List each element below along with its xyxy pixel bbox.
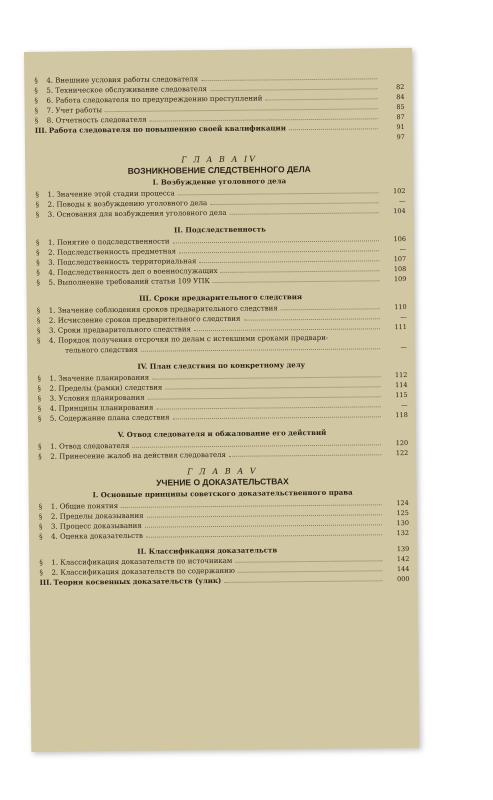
entry-title: Выполнение требований статьи 109 УПК: [57, 277, 210, 287]
section-mark: §: [35, 190, 40, 199]
entry-title: Внешние условия работы следователя: [55, 75, 199, 85]
entry-title: Значение соблюдения сроков предварительного следствия: [57, 304, 278, 315]
section-mark: §: [38, 522, 43, 531]
section-mark: §: [34, 86, 38, 95]
entry-title: Принципы планирования: [58, 403, 154, 413]
entry-number: 4.: [49, 404, 57, 413]
dot-leader: [146, 508, 381, 517]
section-mark: §: [36, 248, 40, 257]
entry-title: Общие понятия: [59, 502, 119, 511]
section-mark: §: [35, 210, 40, 219]
dot-leader: [132, 438, 381, 448]
section-mark: §: [36, 258, 40, 267]
entry-title: Содержание плана следствия: [58, 413, 170, 423]
dot-leader: [201, 72, 377, 81]
dot-leader: [165, 380, 380, 389]
section-mark: §: [34, 96, 39, 105]
entry-number: 7.: [46, 106, 54, 115]
entry-number: 4.: [46, 76, 54, 85]
entry-title: Работа следователя по предупреждению преступлений: [55, 94, 263, 105]
dot-leader: [152, 370, 380, 379]
section-mark: §: [37, 394, 42, 403]
section-mark: §: [37, 404, 42, 413]
dot-leader: [235, 554, 382, 563]
page-number: 107: [393, 255, 407, 264]
entry-title: Принесение жалоб на действия следователя: [59, 450, 226, 461]
dot-leader: [179, 244, 379, 253]
dot-leader: [224, 574, 382, 583]
page-number: 142: [396, 554, 410, 564]
entry-title: Теория косвенных доказательств (улик): [53, 575, 222, 587]
section-title: V. Отвод следователя и обжалование его действий: [117, 427, 327, 440]
entry-number: 6.: [46, 96, 54, 105]
dot-leader: [229, 206, 378, 215]
dot-leader: [146, 528, 382, 537]
dot-leader: [210, 82, 378, 91]
book-page: [24, 48, 419, 752]
section-mark: §: [35, 200, 40, 209]
entry-number: 2.: [48, 248, 55, 257]
section-mark: §: [39, 532, 43, 541]
section-title: II. Подследственность: [173, 224, 266, 235]
page-number: 115: [395, 391, 408, 400]
dot-leader: [150, 112, 378, 121]
page-number: 109: [393, 275, 407, 284]
chapter-label: Г Л А В А V: [187, 466, 258, 477]
page-number: —: [401, 401, 408, 410]
page-number: 102: [393, 187, 406, 196]
entry-title: Учет работы: [55, 106, 103, 115]
entry-title: Отчетность следователя: [55, 115, 147, 125]
entry-title: Подследственность территориальная: [57, 257, 197, 267]
section-title: I. Основные принципы советского доказательственного права: [92, 487, 353, 500]
entry-number: 5.: [49, 414, 57, 423]
page-number: 118: [395, 411, 408, 420]
page-number: 000: [397, 574, 410, 584]
page-number: 106: [393, 235, 407, 244]
entry-number: 2.: [48, 316, 56, 325]
entry-number: 1.: [48, 306, 56, 315]
page-number: —: [399, 245, 407, 254]
entry-number: 5.: [46, 86, 54, 95]
table-of-contents: [24, 72, 417, 588]
section-mark: §: [34, 106, 39, 115]
entry-title: Значение этой стадии процесса: [56, 189, 175, 199]
page-number: 87: [396, 113, 405, 122]
page-number: 122: [395, 448, 409, 458]
entry-title: Техническое обслуживание следователя: [55, 85, 207, 95]
chapter-label: Г Л А В А IV: [181, 154, 257, 165]
page-number: 108: [393, 265, 407, 274]
page-number: 130: [396, 518, 409, 528]
entry-number: 2.: [51, 568, 59, 577]
section-mark: §: [36, 336, 41, 345]
entry-number: 4.: [51, 532, 58, 541]
page-number: 82: [396, 83, 405, 92]
section-mark: §: [37, 414, 42, 423]
entry-number: 1.: [51, 558, 59, 567]
chapter-title: ВОЗНИКНОВЕНИЕ СЛЕДСТВЕННОГО ДЕЛА: [127, 164, 311, 176]
page-number: —: [400, 313, 407, 322]
entry-number: 3.: [49, 394, 57, 403]
section-mark: §: [36, 316, 41, 325]
entry-title: Пределы (рамки) следствия: [58, 383, 163, 393]
dot-leader: [238, 564, 383, 573]
page-number: —: [399, 197, 406, 206]
entry-title: Поводы к возбуждению уголовного дела: [56, 199, 208, 209]
section-title: I. Возбуждение уголовного дела: [152, 176, 287, 187]
section-mark: §: [38, 442, 42, 451]
dot-leader: [210, 196, 378, 205]
entry-number: 3.: [48, 258, 55, 267]
section-title: IV. План следствия по конкретному делу: [137, 360, 306, 371]
section-mark: §: [38, 512, 43, 521]
page-number: 125: [396, 508, 409, 518]
dot-leader: [289, 122, 378, 130]
dot-leader: [105, 102, 378, 112]
dot-leader: [156, 400, 380, 409]
page-number: 124: [396, 498, 409, 508]
entry-title: Классификация доказательств по источникам: [60, 556, 233, 567]
dot-leader: [265, 92, 377, 100]
roman-numeral: III.: [39, 577, 52, 587]
entry-title: Подследственность предметная: [56, 247, 177, 257]
section-title: II. Классификация доказательств: [137, 545, 278, 556]
entry-number: 1.: [50, 442, 57, 451]
entry-title: Подследственность дел о военнослужащих: [57, 266, 218, 277]
section-title: III. Сроки предварительного следствия: [139, 292, 303, 303]
entry-number: 2.: [47, 200, 55, 209]
dot-leader: [173, 234, 379, 243]
entry-number: 3.: [48, 326, 56, 335]
entry-title-continued: тельного следствия: [65, 345, 139, 355]
chapter-title: УЧЕНИЕ О ДОКАЗАТЕЛЬСТВАХ: [156, 476, 289, 488]
section-mark: §: [38, 502, 43, 511]
section-mark: §: [38, 452, 42, 461]
entry-title: Классификация доказательств по содержанию: [60, 566, 235, 577]
entry-number: 3.: [50, 522, 58, 531]
dot-leader: [213, 274, 380, 283]
entry-title: Исчисление сроков предварительного следствия: [57, 314, 241, 325]
entry-title: Оценка доказательств: [59, 531, 143, 541]
entry-title: Сроки предварительного следствия: [57, 325, 191, 335]
entry-title: Пределы доказывания: [59, 511, 144, 521]
section-mark: §: [37, 384, 42, 393]
section-mark: §: [36, 306, 41, 315]
entry-title: Условия планирования: [58, 393, 145, 403]
dot-leader: [229, 448, 381, 457]
dot-leader: [221, 264, 380, 273]
section-mark: §: [34, 76, 38, 85]
page-number: 111: [394, 323, 407, 332]
entry-number: 3.: [47, 210, 55, 219]
entry-title: Работа следователя по повышению своей квалификации: [48, 123, 286, 135]
entry-number: 1.: [49, 374, 57, 383]
page-number: 91: [396, 123, 405, 132]
dot-leader: [243, 312, 379, 320]
dot-leader: [173, 410, 381, 419]
dot-leader: [145, 518, 382, 527]
section-mark: §: [34, 116, 39, 125]
entry-number: 2.: [49, 384, 57, 393]
page-number: —: [400, 343, 408, 352]
page-number: 144: [396, 564, 410, 574]
page-number: 120: [395, 438, 409, 448]
dot-leader: [194, 322, 380, 331]
dot-leader: [121, 498, 382, 508]
page-number: 85: [396, 103, 405, 112]
entry-title: Отвод следователя: [59, 441, 130, 451]
roman-numeral: III.: [34, 125, 48, 135]
section-mark: §: [39, 558, 43, 567]
entry-number: 1.: [50, 502, 58, 511]
page-number: 139: [396, 544, 410, 554]
page-number: 132: [396, 528, 410, 538]
entry-number: 2.: [50, 512, 58, 521]
section-mark: §: [35, 238, 40, 247]
entry-number: 5.: [48, 278, 56, 287]
dot-leader: [199, 254, 379, 263]
section-mark: §: [37, 374, 41, 383]
entry-number: 8.: [46, 116, 54, 125]
entry-title: Процесс доказывания: [59, 521, 142, 531]
entry-number: 4.: [48, 336, 56, 345]
section-mark: §: [36, 268, 40, 277]
page-number: 84: [396, 93, 405, 102]
page-number: 112: [394, 371, 408, 380]
entry-title: Значение планирования: [58, 373, 150, 383]
page-number: 110: [394, 303, 407, 312]
section-mark: §: [36, 278, 40, 287]
entry-number: 2.: [50, 452, 57, 461]
entry-title: Порядок получения отсрочки по делам с истекшими сроками предвари-: [57, 333, 329, 345]
entry-title: Основания для возбуждения уголовного дела: [56, 208, 227, 219]
section-mark: §: [39, 568, 43, 577]
page-number: 114: [395, 381, 408, 390]
entry-number: 1.: [47, 238, 55, 247]
entry-number: 1.: [47, 190, 55, 199]
section-mark: §: [36, 326, 41, 335]
dot-leader: [281, 302, 380, 310]
entry-number: 4.: [48, 268, 56, 277]
entry-title: Понятие о подследственности: [56, 237, 170, 247]
dot-leader: [148, 390, 381, 399]
page-number: 97: [396, 133, 405, 142]
dot-leader: [178, 186, 379, 195]
dot-leader: [141, 342, 380, 352]
page-number: 104: [393, 207, 406, 216]
